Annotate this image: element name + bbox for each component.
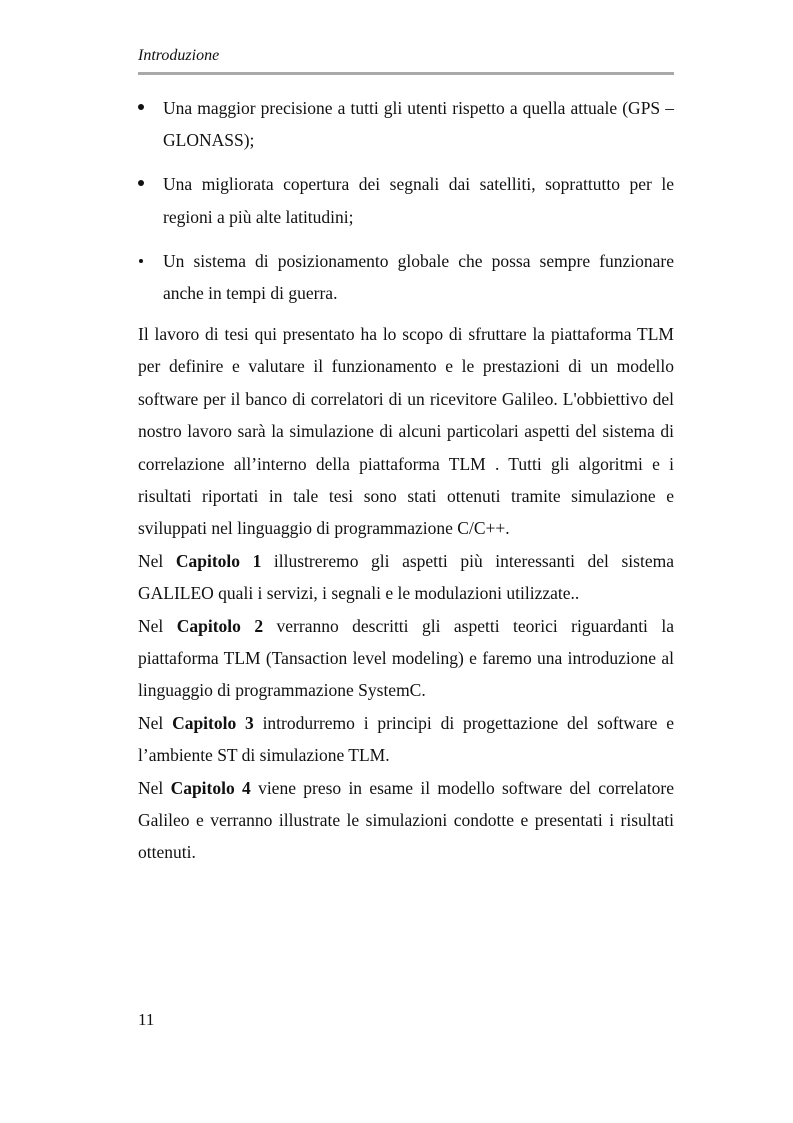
chapter-3-label: Capitolo 3 bbox=[172, 712, 254, 733]
running-header-title: Introduzione bbox=[138, 47, 220, 64]
chapter-2-paragraph bbox=[138, 610, 674, 707]
list-item bbox=[138, 92, 674, 157]
list-item-text: Una migliorata copertura dei segnali dai satelliti, soprattutto per le regioni a più alte latitudini; bbox=[163, 174, 674, 227]
objectives-list bbox=[138, 92, 674, 309]
bullet-icon bbox=[138, 180, 144, 186]
page-number: 11 bbox=[138, 1010, 155, 1029]
chapter-prefix: Nel bbox=[138, 615, 177, 636]
bullet-icon bbox=[138, 104, 144, 110]
intro-paragraph: Il lavoro di tesi qui presentato ha lo scopo di sfruttare la piattaforma TLM per definire e valutare il funzionamento e le prestazioni di un modello software per il banco di correlatori di un ricevitore Galileo. L'obbiettivo del nostro lavoro sarà la simulazione di alcuni particolari aspetti del sistema di correlazione all’interno della piattaforma TLM . Tutti gli algoritmi e i risultati riportati in tale tesi sono stati ottenuti tramite simulazione e sviluppati nel linguaggio di programmazione C/C++. bbox=[138, 323, 674, 539]
list-item-text: Una maggior precisione a tutti gli utenti rispetto a quella attuale (GPS – GLONASS); bbox=[163, 98, 674, 151]
bullet-icon bbox=[139, 259, 143, 263]
chapter-prefix: Nel bbox=[138, 550, 176, 571]
list-item-text: Un sistema di posizionamento globale che possa sempre funzionare anche in tempi di guerra. bbox=[163, 250, 674, 304]
chapter-1-text: illustreremo gli aspetti più interessanti del sistema GALILEO quali i servizi, i segnali e le modulazioni utilizzate.. bbox=[138, 550, 674, 604]
chapter-prefix: Nel bbox=[138, 777, 171, 798]
chapter-4-text: viene preso in esame il modello software del correlatore Galileo e verranno illustrate le simulazioni condotte e presentati i risultati ottenuti. bbox=[138, 777, 674, 863]
list-item bbox=[138, 245, 674, 310]
chapter-4-label: Capitolo 4 bbox=[170, 777, 251, 798]
header-rule bbox=[138, 72, 674, 75]
chapter-3-text: introdurremo i principi di progettazione del software e l’ambiente ST di simulazione TLM. bbox=[138, 712, 674, 766]
chapter-prefix: Nel bbox=[138, 712, 173, 733]
chapter-4-paragraph bbox=[138, 772, 674, 869]
chapter-1-label: Capitolo 1 bbox=[175, 550, 262, 571]
chapter-2-label: Capitolo 2 bbox=[176, 615, 264, 636]
chapter-1-paragraph bbox=[138, 545, 674, 610]
chapter-3-paragraph bbox=[138, 707, 674, 772]
page-body bbox=[138, 92, 674, 869]
chapter-2-text: verranno descritti gli aspetti teorici riguardanti la piattaforma TLM (Tansaction level modeling) e faremo una introduzione al linguaggio di programmazione SystemC. bbox=[138, 615, 674, 701]
list-item bbox=[138, 168, 674, 233]
